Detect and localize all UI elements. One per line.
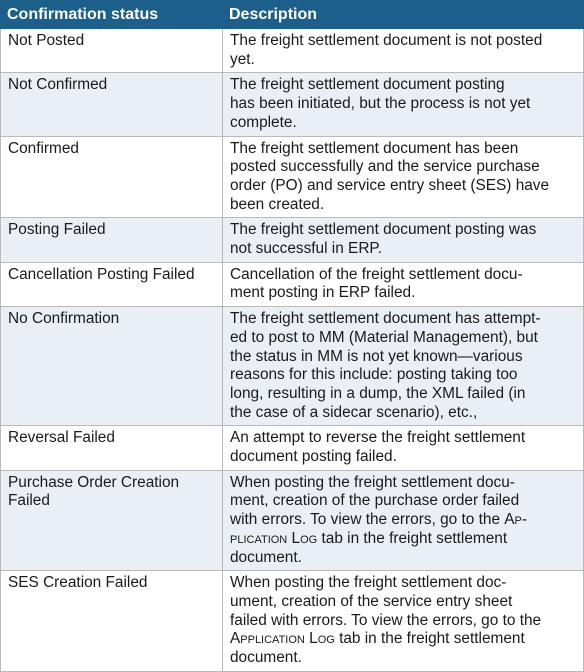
description-cell: The freight settlement document posting has been initiated, but the process is not yet complete. (223, 73, 584, 136)
table-row (1, 29, 584, 73)
table-row (1, 136, 584, 218)
table-row (1, 470, 584, 571)
table-row (1, 73, 584, 136)
application-log-tab-ref: plication Log (230, 529, 318, 547)
description-cell: When posting the freight settlement doc- ument, creation of the service entry sheet failed with errors. To view the errors, go to the Application Log tab in the freight settlement document. (223, 571, 584, 672)
description-cell: Cancellation of the freight settlement docu- ment posting in ERP failed. (223, 262, 584, 306)
description-cell: An attempt to reverse the freight settlement document posting failed. (223, 426, 584, 470)
status-cell: Not Confirmed (1, 73, 223, 136)
table-row (1, 262, 584, 306)
table-row (1, 307, 584, 426)
application-log-tab-ref: Ap- (504, 511, 528, 529)
status-cell: Cancellation Posting Failed (1, 262, 223, 306)
status-cell: No Confirmation (1, 307, 223, 426)
status-cell: Posting Failed (1, 218, 223, 262)
status-cell: Not Posted (1, 29, 223, 73)
column-header-status: Confirmation status (1, 1, 223, 29)
description-cell: When posting the freight settlement docu- ment, creation of the purchase order failed with errors. To view the errors, go to the Ap- plication Log tab in the freight settlement document. (223, 470, 584, 571)
description-cell: The freight settlement document has attempt- ed to post to MM (Material Management), but the status in MM is not yet known—various reasons for this include: posting taking too long, resulting in a dump, the XML failed (in the case of a sidecar scenario), etc., (223, 307, 584, 426)
status-cell: Reversal Failed (1, 426, 223, 470)
status-cell: Purchase Order Creation Failed (1, 470, 223, 571)
description-cell: The freight settlement document has been posted successfully and the service purchase order (PO) and service entry sheet (SES) have been created. (223, 136, 584, 218)
status-cell: SES Creation Failed (1, 571, 223, 672)
table-row (1, 218, 584, 262)
table-header-row (1, 1, 584, 29)
description-cell: The freight settlement document is not posted yet. (223, 29, 584, 73)
application-log-tab-ref: Application Log (230, 630, 335, 648)
table-row (1, 426, 584, 470)
status-cell: Confirmed (1, 136, 223, 218)
table-row (1, 571, 584, 672)
column-header-description: Description (223, 1, 584, 29)
description-cell: The freight settlement document posting was not successful in ERP. (223, 218, 584, 262)
